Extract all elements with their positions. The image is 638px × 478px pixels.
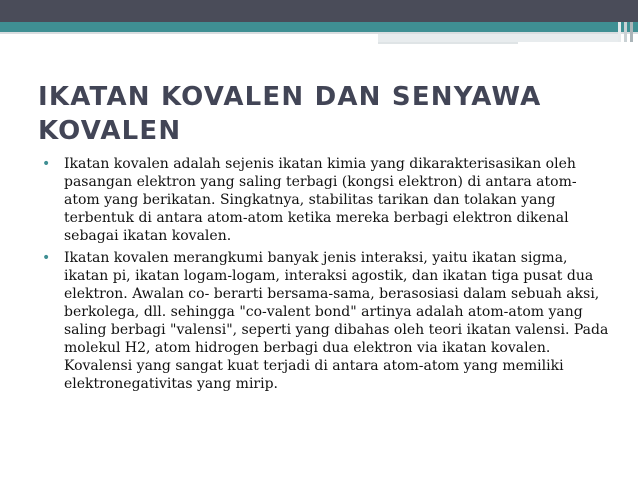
bullet-text: Ikatan kovalen adalah sejenis ikatan kimia yang dikarakterisasikan oleh pasangan elektron yang saling terbagi (kongsi elektron) di antara atom-atom yang berikatan. Singkatnya, stabilitas tarikan dan tolakan yang terbentuk di antara atom-atom ketika mereka berbagi elektron dikenal sebagai ikatan kovalen.: [64, 156, 577, 244]
header-accent-stripe: [618, 22, 621, 42]
header-teal-bar: [0, 22, 638, 32]
bullet-list: [42, 155, 612, 397]
header-right-line: [378, 42, 518, 44]
bullet-marker: •: [42, 250, 51, 266]
header-accent-stripe: [624, 22, 627, 42]
slide-title: IKATAN KOVALEN DAN SENYAWA KOVALEN: [38, 82, 542, 146]
header-dark-bar: [0, 0, 638, 22]
header-right-block: [378, 34, 618, 42]
bullet-item: [42, 155, 612, 245]
bullet-marker: •: [42, 156, 51, 172]
bullet-item: [42, 249, 612, 393]
bullet-text: Ikatan kovalen merangkumi banyak jenis interaksi, yaitu ikatan sigma, ikatan pi, ikatan logam-logam, interaksi agostik, dan ikatan tiga pusat dua elektron. Awalan co- berarti bersama-sama, berasosiasi dalam sebuah aksi, berkolega, dll. sehingga "co-valent bond" artinya adalah atom-atom yang saling berbagi "valensi", seperti yang dibahas oleh teori ikatan valensi. Pada molekul H2, atom hidrogen berbagi dua elektron via ikatan kovalen. Kovalensi yang sangat kuat terjadi di antara atom-atom yang memiliki elektronegativitas yang mirip.: [64, 250, 609, 392]
header-accent-stripe: [630, 22, 633, 42]
